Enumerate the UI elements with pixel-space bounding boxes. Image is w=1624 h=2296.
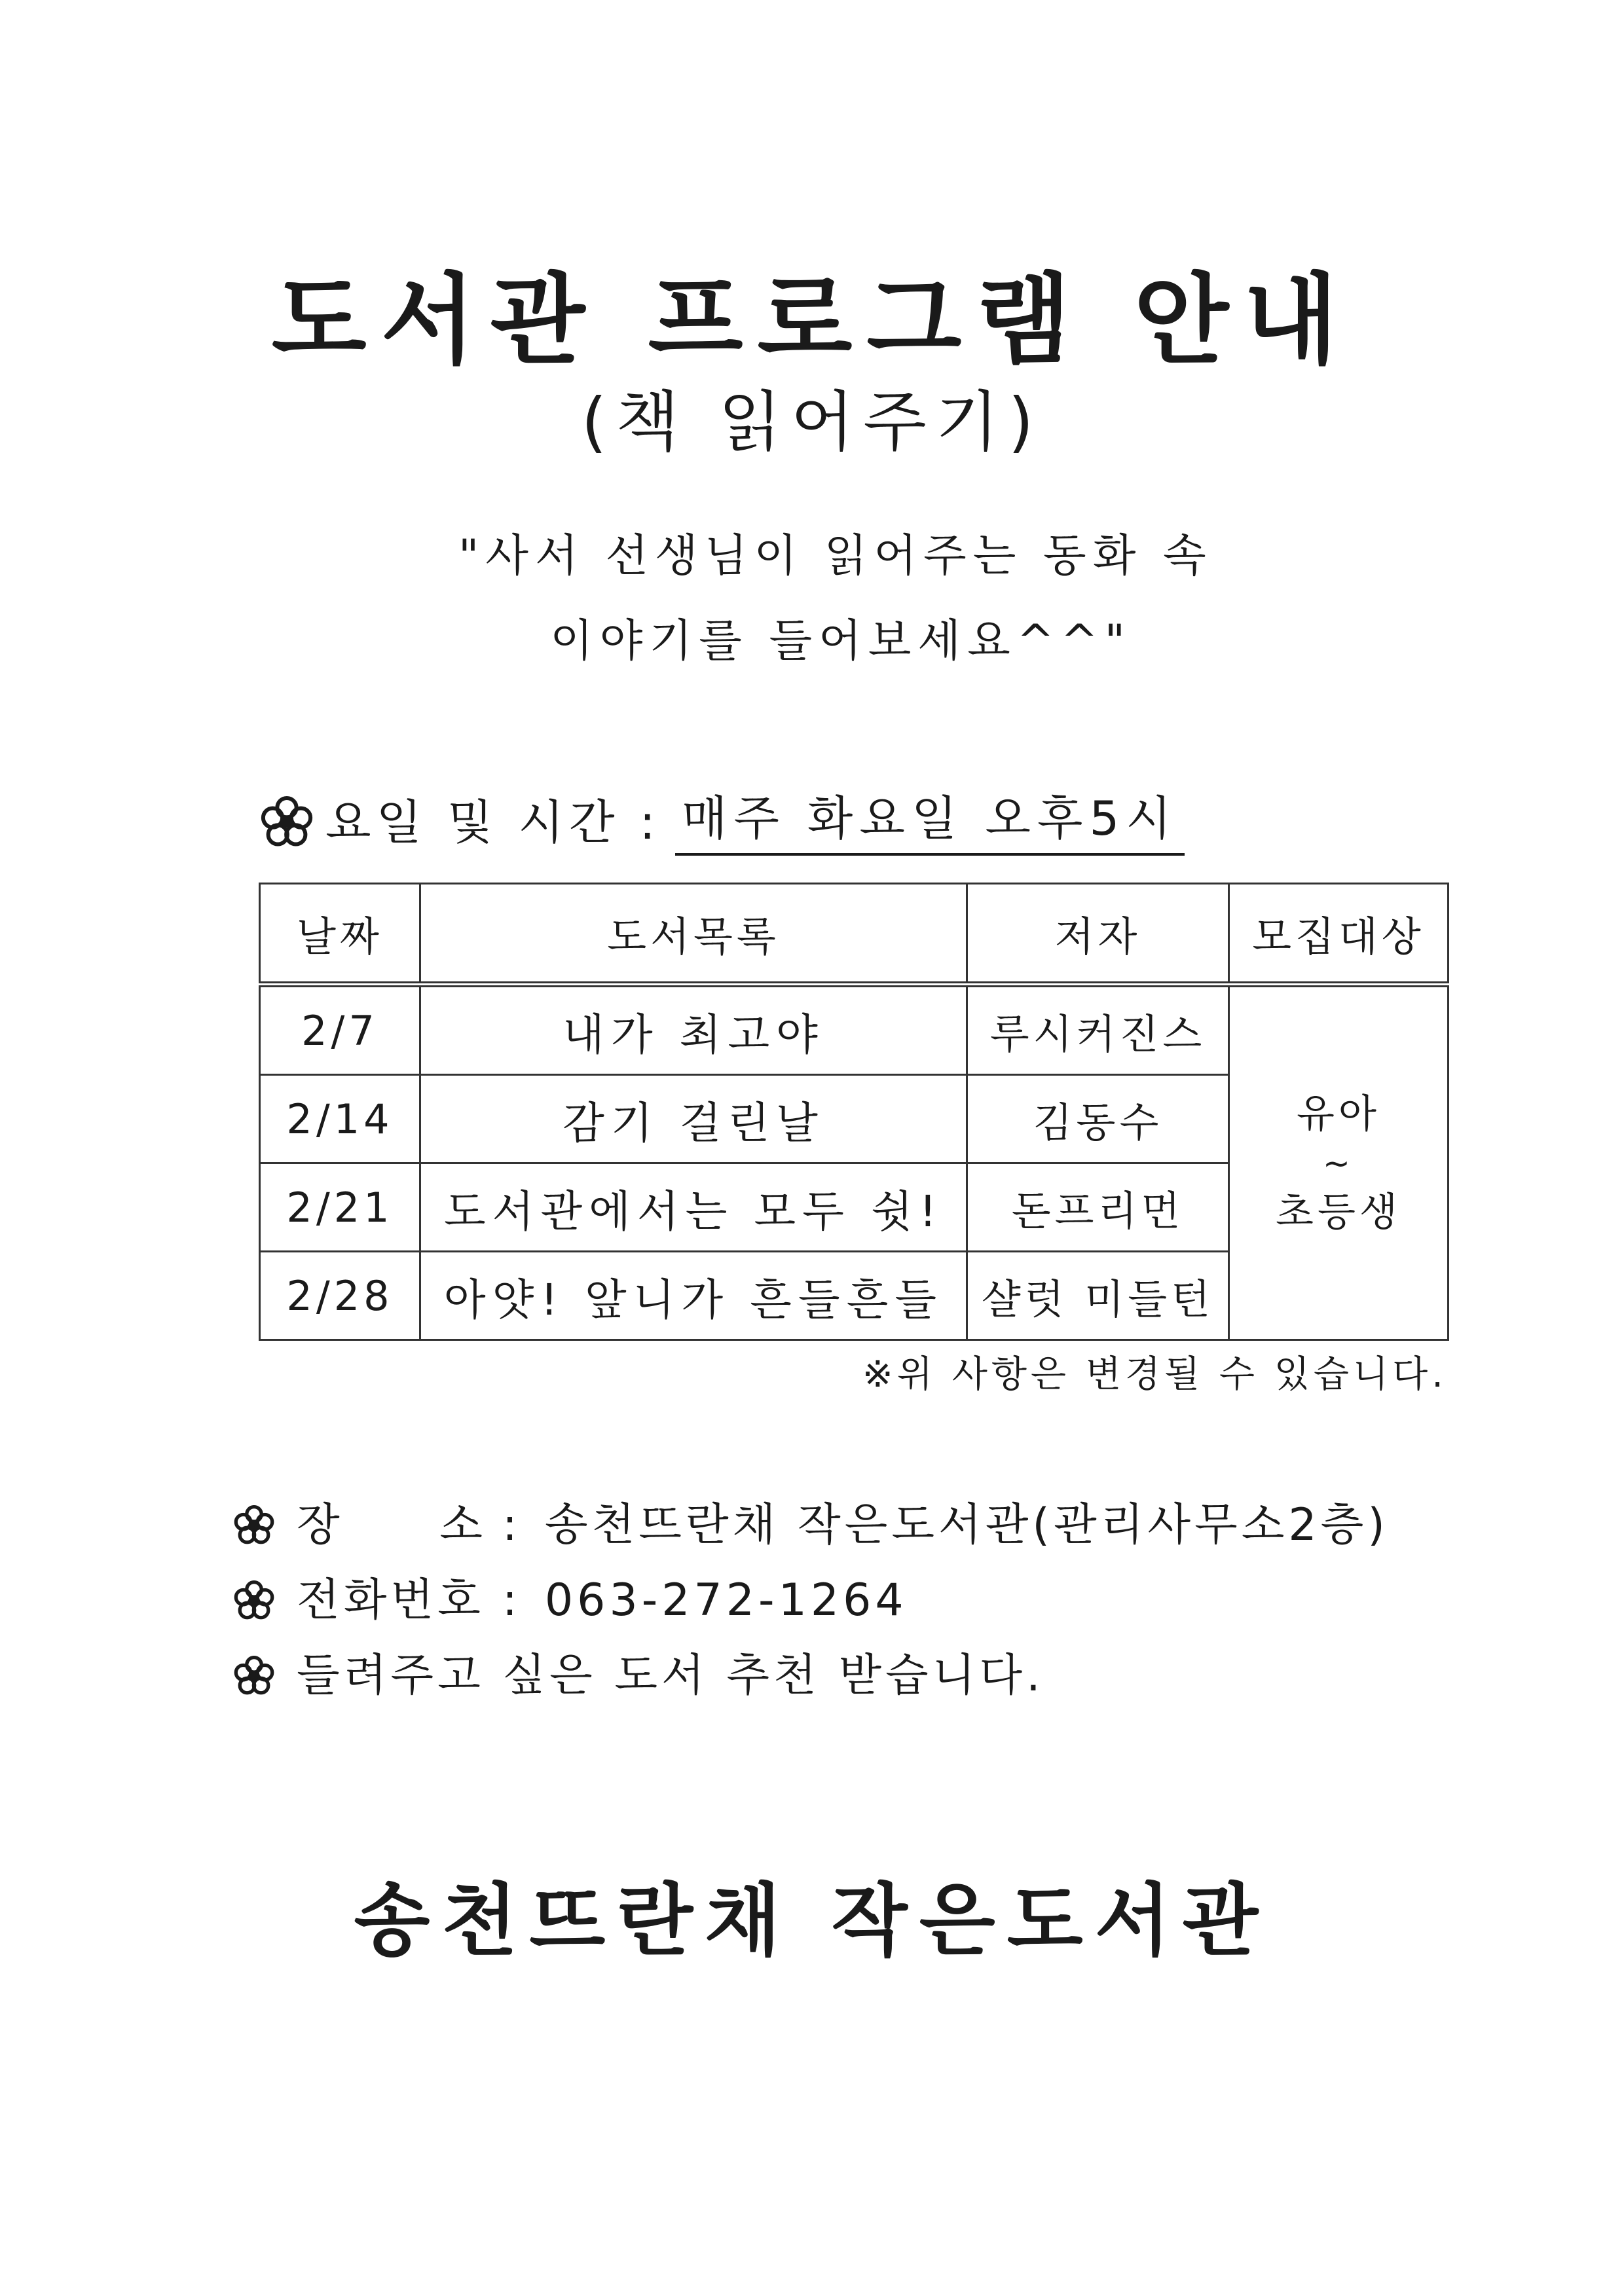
quote-line-1: "사서 선생님이 읽어주는 동화 속 — [458, 530, 1213, 582]
row-author: 돈프리먼 — [967, 1163, 1229, 1252]
info-recommend — [232, 1647, 1044, 1705]
place-value: 송천뜨란채 작은도서관(관리사무소2층) — [544, 1499, 1389, 1551]
place-label — [297, 1496, 487, 1555]
row-date: 2/14 — [260, 1075, 420, 1163]
schedule-value: 매주 화요일 오후5시 — [675, 789, 1185, 856]
schedule-line — [259, 789, 1185, 856]
row-date: 2/7 — [260, 985, 420, 1075]
change-notice: ※위 사항은 변경될 수 있습니다. — [862, 1353, 1447, 1396]
flower-icon — [232, 1504, 276, 1547]
header-date: 날짜 — [260, 884, 420, 985]
library-name: 송천뜨란채 작은도서관 — [354, 1876, 1270, 1967]
page-subtitle: (책 읽어주기) — [581, 384, 1043, 460]
info-place — [232, 1496, 1389, 1555]
target-tilde: ~ — [1323, 1144, 1354, 1182]
row-date: 2/21 — [260, 1163, 420, 1252]
flower-icon — [259, 794, 315, 850]
recommend-text: 들려주고 싶은 도서 추천 받습니다. — [297, 1650, 1044, 1702]
row-book: 도서관에서는 모두 쉿! — [420, 1163, 967, 1252]
table-row — [260, 985, 1449, 1075]
schedule-label: 요일 및 시간 — [325, 795, 620, 850]
place-label-b: 소 — [439, 1499, 487, 1551]
row-book: 내가 최고야 — [420, 985, 967, 1075]
page-title: 도서관 프로그램 안내 — [271, 264, 1353, 378]
header-book: 도서목록 — [420, 884, 967, 985]
target-from: 유아 — [1297, 1091, 1380, 1137]
place-colon: : — [502, 1499, 521, 1551]
header-target: 모집대상 — [1229, 884, 1449, 985]
flower-icon — [232, 1579, 276, 1622]
row-author: 루시커진스 — [967, 985, 1229, 1075]
target-to: 초등생 — [1276, 1189, 1401, 1235]
row-author: 샬럿 미들턴 — [967, 1252, 1229, 1340]
phone-value: 063-272-1264 — [544, 1575, 908, 1626]
row-book: 감기 걸린날 — [420, 1075, 967, 1163]
row-book: 아얏! 앞니가 흔들흔들 — [420, 1252, 967, 1340]
target-cell — [1229, 985, 1449, 1340]
quote-line-2: 이야기를 들어보세요^^" — [550, 615, 1132, 667]
row-date: 2/28 — [260, 1252, 420, 1340]
header-author: 저자 — [967, 884, 1229, 985]
phone-colon: : — [502, 1575, 521, 1626]
phone-label: 전화번호 — [297, 1575, 485, 1626]
info-phone — [232, 1571, 908, 1630]
table-header-row — [260, 884, 1449, 985]
schedule-colon: : — [639, 795, 655, 850]
place-label-a: 장 — [297, 1499, 344, 1551]
program-table — [259, 883, 1449, 1341]
flower-icon — [232, 1654, 276, 1698]
row-author: 김동수 — [967, 1075, 1229, 1163]
